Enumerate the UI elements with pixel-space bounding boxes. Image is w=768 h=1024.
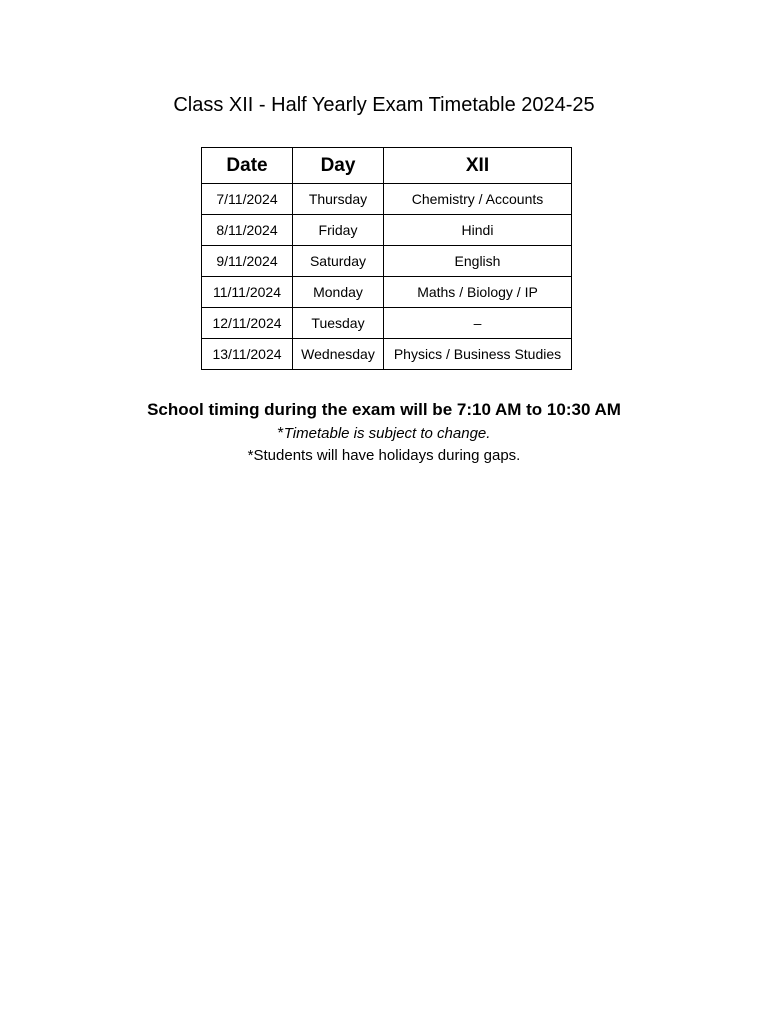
note-asterisk: * [277, 425, 284, 442]
cell-subject: Maths / Biology / IP [384, 277, 572, 308]
exam-timing-note: School timing during the exam will be 7:10 AM to 10:30 AM [147, 400, 621, 419]
cell-day: Saturday [293, 246, 384, 277]
table-row [202, 277, 572, 308]
cell-date: 7/11/2024 [202, 184, 293, 215]
table-row [202, 184, 572, 215]
cell-subject: – [384, 308, 572, 339]
timetable-change-note [0, 423, 768, 445]
cell-date: 8/11/2024 [202, 215, 293, 246]
cell-day: Thursday [293, 184, 384, 215]
cell-date: 13/11/2024 [202, 339, 293, 370]
exam-timetable [201, 147, 572, 370]
cell-subject: Hindi [384, 215, 572, 246]
cell-subject: English [384, 246, 572, 277]
holidays-note: *Students will have holidays during gaps. [247, 447, 521, 464]
cell-date: 12/11/2024 [202, 308, 293, 339]
header-day: Day [293, 148, 384, 184]
cell-day: Friday [293, 215, 384, 246]
cell-date: 11/11/2024 [202, 277, 293, 308]
cell-subject: Physics / Business Studies [384, 339, 572, 370]
cell-date: 9/11/2024 [202, 246, 293, 277]
page-title: Class XII - Half Yearly Exam Timetable 2024-25 [173, 94, 595, 116]
table-row [202, 215, 572, 246]
table-header-row [202, 148, 572, 184]
table-row [202, 308, 572, 339]
table-row [202, 246, 572, 277]
cell-day: Tuesday [293, 308, 384, 339]
timetable-change-text: Timetable is subject to change. [283, 425, 491, 442]
header-class-xii: XII [384, 148, 572, 184]
cell-day: Wednesday [293, 339, 384, 370]
table-row [202, 339, 572, 370]
header-date: Date [202, 148, 293, 184]
cell-subject: Chemistry / Accounts [384, 184, 572, 215]
cell-day: Monday [293, 277, 384, 308]
